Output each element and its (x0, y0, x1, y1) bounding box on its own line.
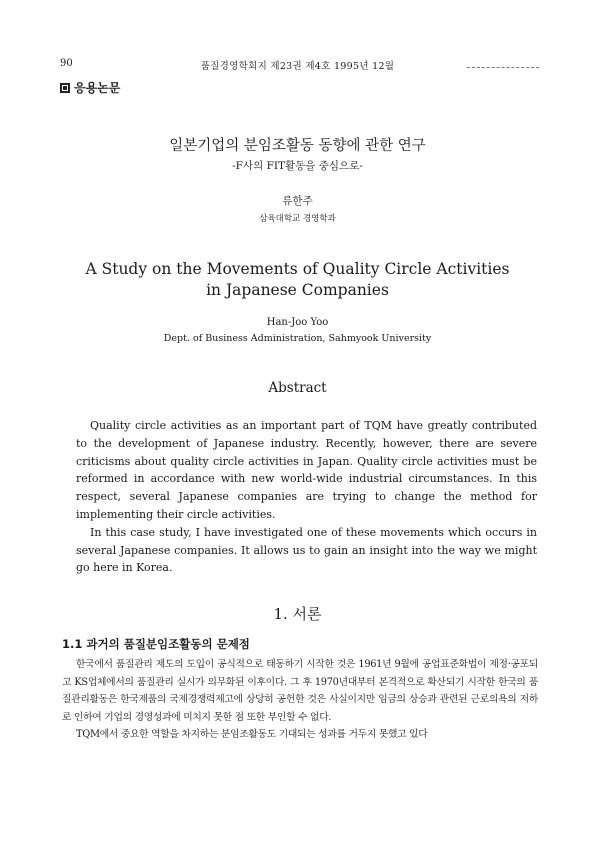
subsection-heading: 1.1 과거의 품질분임조활동의 문제점 (62, 637, 250, 651)
running-header (0, 58, 595, 74)
korean-title: 일본기업의 분임조활동 동향에 관한 연구 (169, 138, 426, 154)
abstract-paragraph-2: In this case study, I have investigated one of these movements which occurs in several Japanese companies. It allows us to gain an insight into the way we might go here in Korea. (76, 525, 537, 575)
english-title (0, 259, 595, 301)
english-title-line-1: A Study on the Movements of Quality Circle Activities (85, 260, 510, 278)
category-label: 응용논문 (74, 81, 121, 95)
square-bullet-icon (60, 83, 70, 93)
abstract-paragraph-1: Quality circle activities as an important part of TQM have greatly contributed to the development of Japanese industry. Recently, however, there are severe criticisms about quality circle activities in Japan. Quality circle activities must be reformed in accordance with new world-wide industrial circumstances. In this respect, several Japanese companies are trying to change the method for implementing their circle activities. (76, 419, 537, 521)
english-title-line-2: in Japanese Companies (206, 281, 389, 299)
header-rule (467, 67, 539, 68)
section-heading: 1. 서론 (273, 605, 322, 623)
journal-citation: 품질경영학회지 제23권 제4호 1995년 12월 (200, 61, 395, 72)
korean-author: 류한주 (282, 195, 313, 207)
english-affiliation: Dept. of Business Administration, Sahmyook University (163, 333, 432, 344)
section-body (62, 656, 538, 744)
page-number: 90 (60, 58, 73, 69)
abstract-body (76, 417, 537, 577)
article-category (60, 79, 120, 96)
body-paragraph-2: TQM에서 중요한 역할을 차지하는 분임조활동도 기대되는 성과를 거두지 못했고 있다 (76, 729, 428, 741)
english-author: Han-Joo Yoo (266, 317, 329, 328)
korean-subtitle: -F사의 FIT활동을 중심으로- (232, 160, 363, 172)
abstract-heading: Abstract (268, 380, 327, 396)
body-paragraph-1: 한국에서 품질관리 제도의 도입이 공식적으로 태동하기 시작한 것은 1961년 9월에 공업표준화법이 제정·공포되고 KS업체에서의 품질관리 실시가 의무화된 이후이다. 그 후 1970년대부터 본격적으로 확산되기 시작한 한국의 품질관리활동은 한국제품의 국제경쟁력제고에 상당히 공헌한 것은 사실이지만 임금의 상승과 관련된 근로의욕의 저하로 인하여 기업의 경영성과에 미치지 못한 점 또한 부인할 수 없다. (62, 659, 538, 723)
korean-affiliation: 삼육대학교 경영학과 (259, 214, 336, 224)
